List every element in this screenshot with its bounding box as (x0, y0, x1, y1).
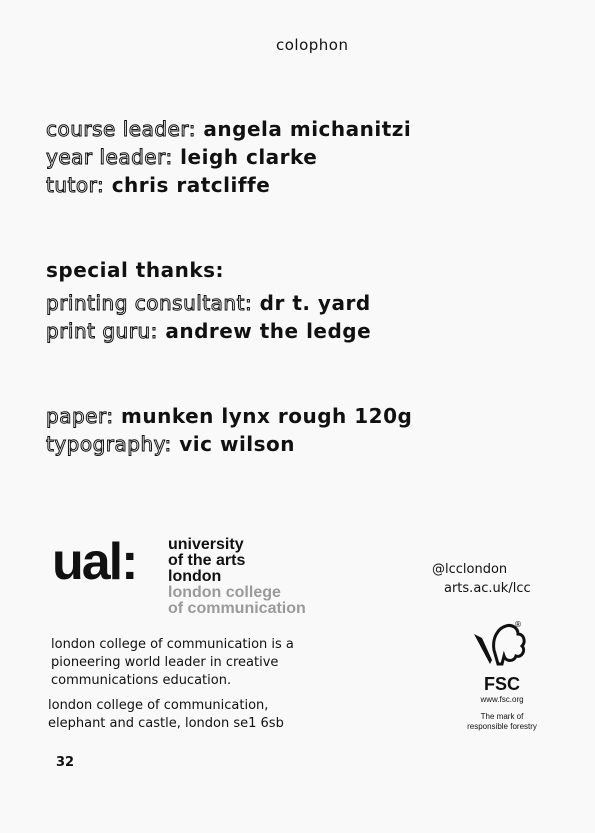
spec-value: munken lynx rough 120g (121, 404, 413, 428)
credit-year-leader (46, 145, 317, 169)
ual-college-line: london college (168, 584, 281, 601)
credit-tutor (46, 173, 270, 197)
credit-label: course leader: (46, 117, 196, 141)
spec-label: paper: (46, 404, 114, 428)
ual-name (168, 537, 306, 617)
page-title: colophon (276, 36, 349, 54)
spec-paper (46, 404, 412, 428)
thanks-label: print guru: (46, 319, 158, 343)
ual-college-line: of communication (168, 600, 306, 617)
page-number: 32 (56, 755, 75, 770)
ual-line: london (168, 568, 222, 585)
description-line: pioneering world leader in creative (51, 655, 279, 670)
fsc-tagline (458, 712, 546, 732)
spec-value: vic wilson (179, 432, 296, 456)
ual-line: of the arts (168, 552, 246, 569)
credit-label: tutor: (46, 173, 105, 197)
fsc-tree-icon (468, 620, 532, 672)
thanks-printing-consultant (46, 291, 371, 315)
credit-label: year leader: (46, 145, 173, 169)
college-description (51, 636, 294, 690)
description-line: london college of communication is a (51, 637, 294, 652)
fsc-logo-text: FSC (484, 674, 520, 694)
address-line: london college of communication, (48, 698, 269, 713)
thanks-value: andrew the ledge (165, 319, 372, 343)
address-line: elephant and castle, london se1 6sb (48, 716, 284, 731)
social-url: arts.ac.uk/lcc (444, 581, 531, 596)
spec-typography (46, 432, 295, 456)
college-address (48, 697, 284, 733)
fsc-tagline-line: The mark of (480, 712, 524, 721)
fsc-url: www.fsc.org (480, 695, 524, 704)
credit-value: leigh clarke (180, 145, 318, 169)
thanks-heading: special thanks: (46, 258, 225, 282)
thanks-value: dr t. yard (259, 291, 371, 315)
fsc-logo (462, 620, 542, 705)
social-handle: @lcclondon (432, 562, 508, 577)
fsc-tagline-line: responsible forestry (467, 722, 537, 731)
credit-course-leader (46, 117, 411, 141)
credit-value: angela michanitzi (203, 117, 412, 141)
ual-line: university (168, 536, 244, 553)
ual-logo: ual: (52, 533, 137, 591)
thanks-label: printing consultant: (46, 291, 253, 315)
thanks-print-guru (46, 319, 371, 343)
fsc-registered: ® (514, 620, 522, 629)
credit-value: chris ratcliffe (111, 173, 271, 197)
description-line: communications education. (51, 673, 232, 688)
spec-label: typography: (46, 432, 172, 456)
